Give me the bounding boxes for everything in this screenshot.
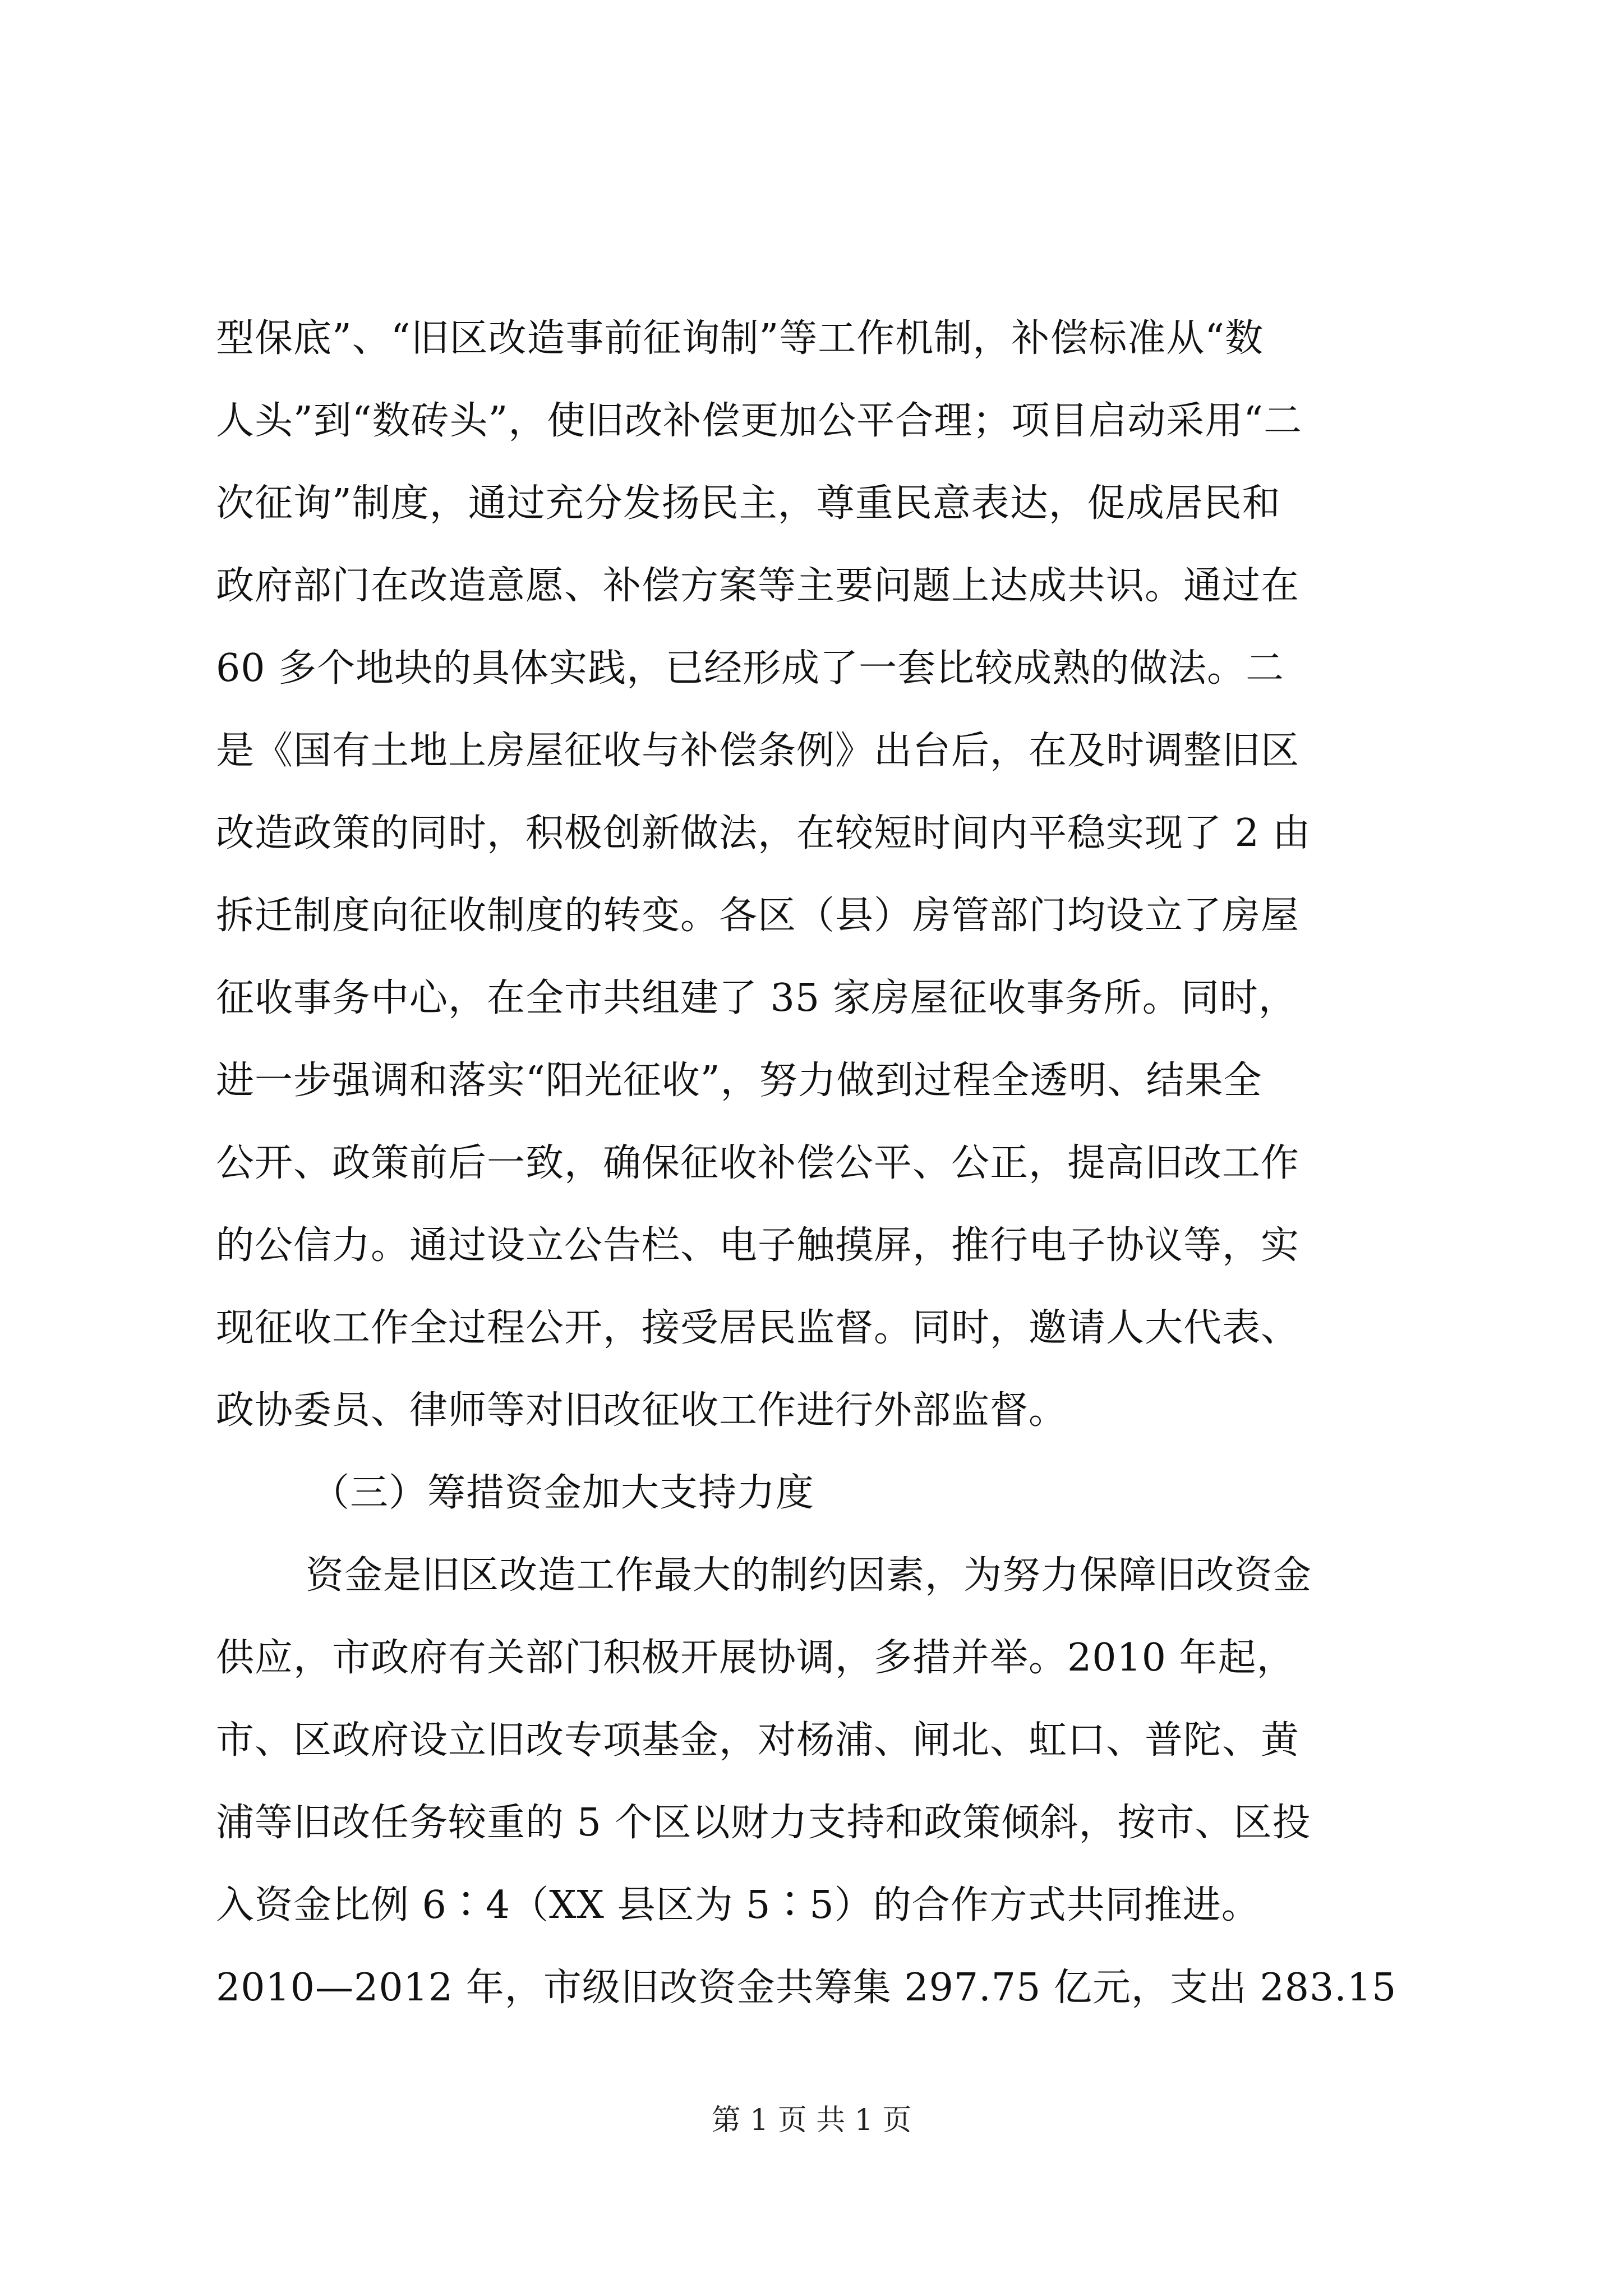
text-line: 次征询”制度，通过充分发扬民主，尊重民意表达，促成居民和 — [216, 481, 1281, 526]
text-line: 拆迁制度向征收制度的转变。各区（县）房管部门均设立了房屋 — [216, 894, 1300, 938]
text-line: 2010—2012 年，市级旧改资金共筹集 297.75 亿元，支出 283.15 — [216, 1966, 1397, 2010]
document-body — [216, 297, 1416, 2029]
paragraph-first-line: 资金是旧区改造工作最大的制约因素，为努力保障旧改资金 — [306, 1553, 1312, 1598]
text-line: 征收事务中心，在全市共组建了 35 家房屋征收事务所。同时， — [216, 976, 1297, 1020]
text-line: 改造政策的同时，积极创新做法，在较短时间内平稳实现了 2 由 — [216, 811, 1311, 855]
text-line: 公开、政策前后一致，确保征收补偿公平、公正，提高旧改工作 — [216, 1141, 1300, 1185]
text-line: 的公信力。通过设立公告栏、电子触摸屏，推行电子协议等，实 — [216, 1223, 1300, 1268]
text-line: 政府部门在改造意愿、补偿方案等主要问题上达成共识。通过在 — [216, 564, 1300, 608]
text-line: 60 多个地块的具体实践，已经形成了一套比较成熟的做法。二 — [216, 646, 1285, 691]
page-number-footer: 第 1 页 共 1 页 — [711, 2104, 912, 2137]
text-line: 现征收工作全过程公开，接受居民监督。同时，邀请人大代表、 — [216, 1306, 1300, 1350]
text-line: 是《国有土地上房屋征收与补偿条例》出台后，在及时调整旧区 — [216, 729, 1300, 773]
text-line: 人头”到“数砖头”，使旧改补偿更加公平合理；项目启动采用“二 — [216, 399, 1303, 443]
text-line: 入资金比例 6∶4（XX 县区为 5∶5）的合作方式共同推进。 — [216, 1883, 1260, 1927]
text-line: 供应，市政府有关部门积极开展协调，多措并举。2010 年起， — [216, 1636, 1295, 1680]
text-line: 型保底”、“旧区改造事前征询制”等工作机制，补偿标准从“数 — [216, 316, 1264, 361]
text-line: 市、区政府设立旧改专项基金，对杨浦、闸北、虹口、普陀、黄 — [216, 1718, 1300, 1763]
text-line: 政协委员、律师等对旧改征收工作进行外部监督。 — [216, 1388, 1068, 1433]
text-line: 浦等旧改任务较重的 5 个区以财力支持和政策倾斜，按市、区投 — [216, 1801, 1311, 1845]
section-heading: （三）筹措资金加大支持力度 — [311, 1471, 815, 1515]
text-line: 进一步强调和落实“阳光征收”，努力做到过程全透明、结果全 — [216, 1059, 1262, 1103]
